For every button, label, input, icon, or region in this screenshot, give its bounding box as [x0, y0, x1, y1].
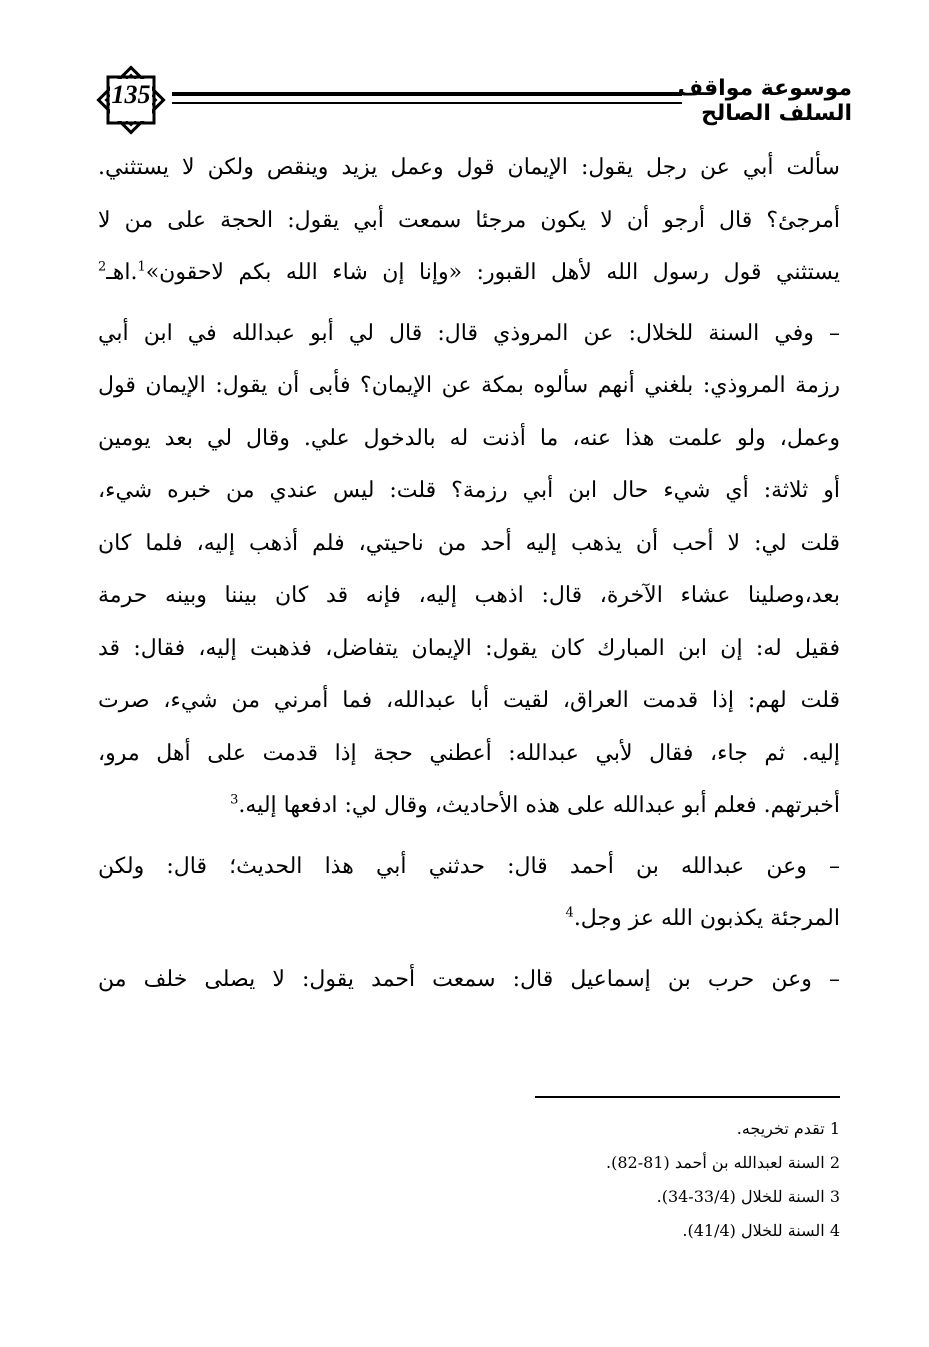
text-line	[98, 893, 840, 946]
line-text: فقيل له: إن ابن المبارك كان يقول: الإيمان يتفاضل، فذهبت إليه، فقال: قد	[98, 635, 840, 661]
line-text: قلت لهم: إذا قدمت العراق، لقيت أبا عبدالله، فما أمرني من شيء، صرت	[98, 688, 840, 713]
text-line	[98, 195, 840, 248]
text-line	[98, 465, 840, 518]
footnote-item: 3 السنة للخلال (33/4-34).	[656, 1187, 840, 1206]
running-title: موسوعة مواقف السلف الصالح	[677, 76, 852, 126]
text-line	[98, 360, 840, 413]
text-line	[98, 780, 840, 833]
line-text: وعمل، ولو علمت هذا عنه، ما أذنت له بالدخول علي. وقال لي بعد يومين	[98, 425, 840, 451]
footnote-marker[interactable]: 4	[565, 905, 574, 921]
page-number-badge	[92, 62, 170, 138]
line-text: سألت أبي عن رجل يقول: الإيمان قول وعمل يزيد وينقص ولكن لا يستثني.	[98, 155, 840, 180]
text-line	[98, 308, 840, 361]
text-line	[98, 518, 840, 571]
text-line	[98, 623, 840, 676]
line-text: – وفي السنة للخلال: عن المروذي قال: قال لي أبو عبدالله في ابن أبي	[98, 320, 840, 346]
footnote-item: 1 تقدم تخريجه.	[736, 1119, 840, 1138]
line-text: أمرجئ؟ قال أرجو أن لا يكون مرجئا سمعت أبي يقول: الحجة على من لا	[98, 207, 840, 233]
footnote-marker[interactable]: 2	[98, 259, 107, 275]
footnote-marker[interactable]: 1	[137, 259, 146, 275]
body-text	[98, 142, 840, 1006]
line-text: أو ثلاثة: أي شيء حال ابن أبي رزمة؟ قلت: ليس عندي من خبره شيء،	[98, 478, 840, 503]
line-text: إليه. ثم جاء، فقال لأبي عبدالله: أعطني حجة إذا قدمت على أهل مرو،	[98, 740, 840, 766]
text-line	[98, 570, 840, 623]
text-line	[98, 142, 840, 195]
page-number: 135	[111, 80, 151, 109]
line-text: بعد،وصلينا عشاء الآخرة، قال: اذهب إليه، فإنه قد كان بيننا وبينه حرمة	[98, 583, 840, 608]
text-line	[98, 247, 840, 300]
footnote-item: 2 السنة لعبدالله بن أحمد (81-82).	[606, 1153, 840, 1172]
page-header	[92, 62, 852, 138]
text-line	[98, 954, 840, 1007]
line-text: يستثني قول رسول الله لأهل القبور: «وإنا إن شاء الله بكم لاحقون»	[145, 260, 840, 285]
text-line	[98, 675, 840, 728]
line-text: المرجئة يكذبون الله عز وجل.	[573, 906, 840, 931]
footnote-item: 4 السنة للخلال (41/4).	[682, 1221, 840, 1240]
line-text: رزمة المروذي: بلغني أنهم سألوه بمكة عن الإيمان؟ فأبى أن يقول: الإيمان قول	[98, 373, 840, 398]
footnote-separator	[535, 1096, 840, 1098]
text-line	[98, 728, 840, 781]
line-text: – وعن حرب بن إسماعيل قال: سمعت أحمد يقول: لا يصلى خلف من	[98, 966, 840, 992]
footnote-marker[interactable]: 3	[230, 792, 239, 808]
line-text: أخبرتهم. فعلم أبو عبدالله على هذه الأحاديث، وقال لي: ادفعها إليه.	[238, 793, 840, 818]
header-rule-thick	[172, 92, 682, 96]
header-rule-thin	[172, 102, 682, 104]
line-text: – وعن عبدالله بن أحمد قال: حدثني أبي هذا الحديث؛ قال: ولكن	[98, 853, 840, 879]
text-line	[98, 841, 840, 894]
footnotes	[540, 1112, 840, 1248]
line-text: قلت لي: لا أحب أن يذهب إليه أحد من ناحيتي، فلم أذهب إليه، فلما كان	[98, 530, 840, 556]
text-line	[98, 413, 840, 466]
line-tail: .اهـ	[106, 260, 138, 285]
